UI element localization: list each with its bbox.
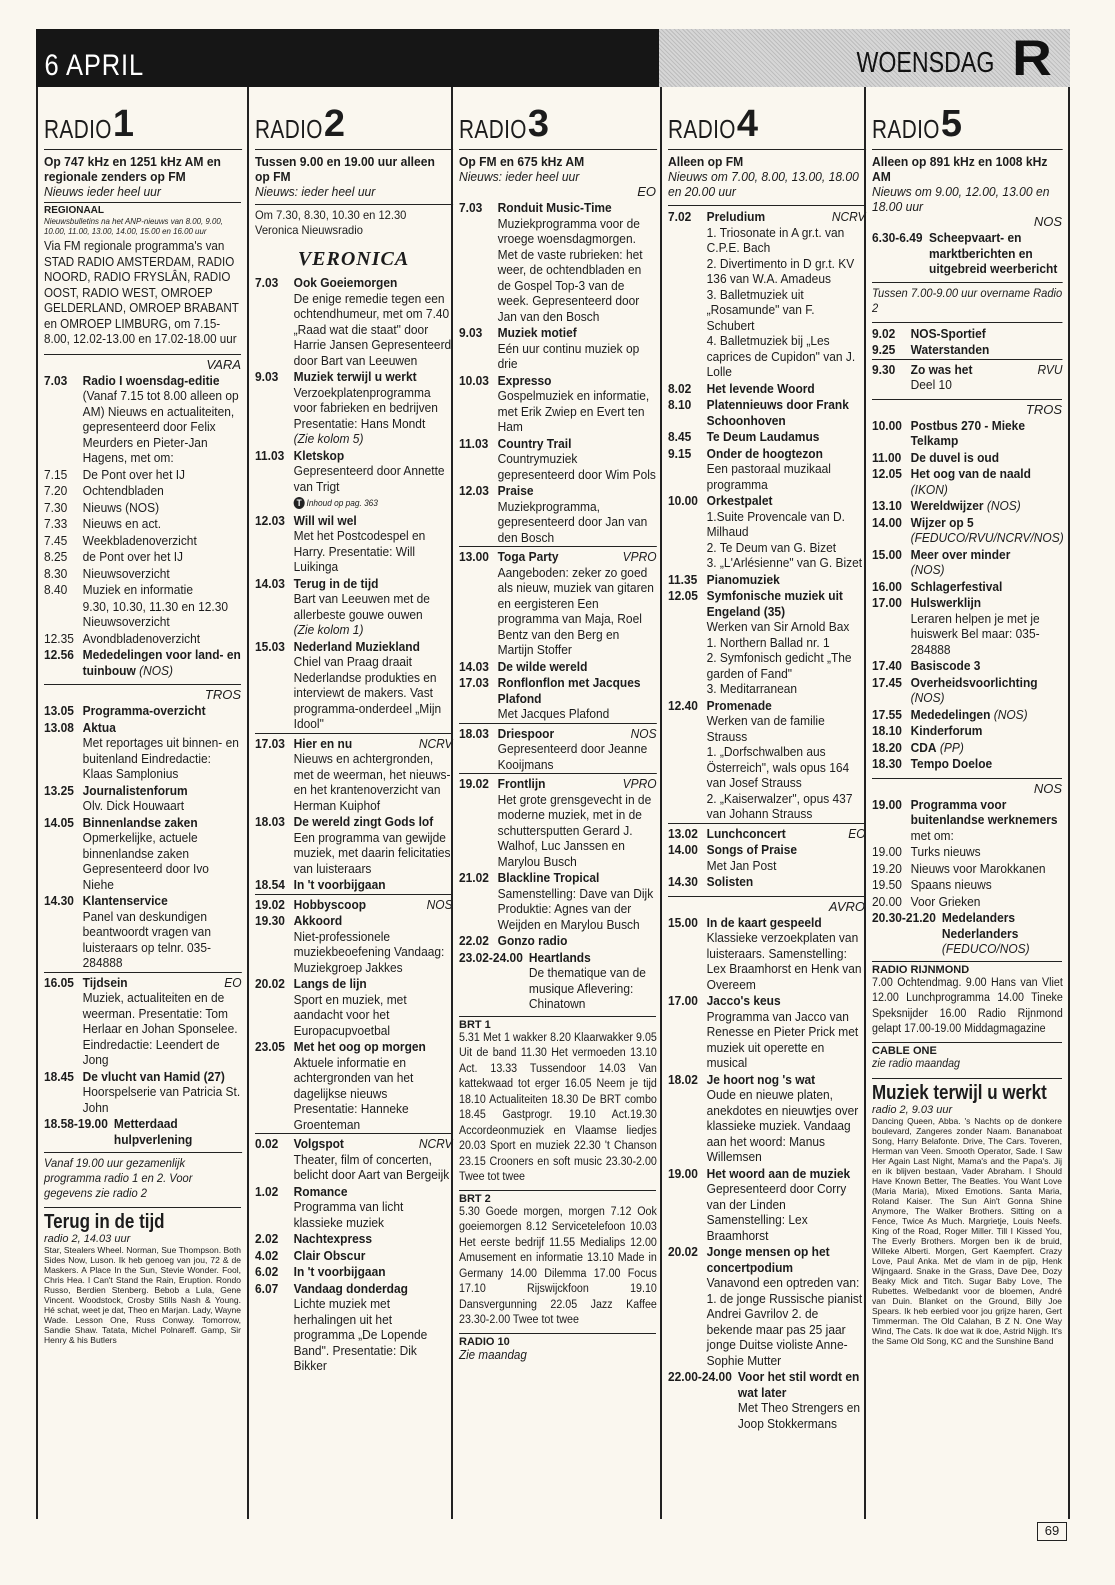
cable-one-heading: CABLE ONE [872, 1042, 1062, 1057]
radio1-frequency: Op 747 kHz en 1251 kHz AM en regionale zenders op FM [44, 149, 242, 184]
program-item: 14.03 Terug in de tijd Bart van Leeuwen met de allerbeste gouwe ouwen (Zie kolom 1) [255, 575, 430, 637]
station-label: RADIO [459, 114, 527, 144]
program-item: 9.25 Waterstanden [872, 342, 990, 357]
radio4-title [668, 87, 865, 149]
brt2-schedule: 5.30 Goede morgen, morgen 7.12 Ook goeiemorgen 8.12 Servicetelefoon 10.03 Het eerste bedrijf 11.55 Medialips 12.00 Amusement en informatie 13.10 Made in Germany 14.00 Dilemma 17.00 Focus 17.10 Rijswijckfoon 19.10 Dansvergunning 22.05 Jazz Kaffee 23.30-2.00 Twee tot twee [459, 1205, 657, 1326]
program-item: 18.30 Tempo Doeloe [872, 756, 993, 771]
radio2-column [247, 87, 458, 1519]
radio2-frequency: Tussen 9.00 en 19.00 uur alleen op FM [255, 149, 453, 184]
broadcaster-label: AVRO [668, 896, 865, 914]
station-number: 4 [736, 103, 758, 145]
program-sublist [707, 744, 866, 822]
program-item: 18.20 CDA (PP) [872, 739, 964, 755]
program-item: 12.03 Will wil wel Met het Postcodespel en Harry. Presentatie: Will Luikinga [255, 512, 426, 574]
program-item: 9.02 NOS-Sportief [872, 325, 986, 341]
radio4-frequency: Alleen op FM [668, 149, 866, 169]
program-item: 20.02 Jonge mensen op het concertpodium Vanavond een optreden van: 1. de jonge Russische pianist Andrei Gavrilov 2. de bekende maar pas 25 jaar jonge Duitse violiste Anne-Sophie Mutter [668, 1244, 863, 1368]
rijnmond-heading: RADIO RIJNMOND [872, 961, 1062, 976]
broadcaster-label: TROS [872, 399, 1062, 417]
radio3-title [459, 87, 656, 149]
program-item: 18.02 Je hoort nog 's wat Oude en nieuwe platen, anekdotes en nieuwtjes over klassieke muziek. Vandaag aan het woord: Manus Willemsen [668, 1071, 859, 1164]
list-item: 4. Balletmuziek bij „Les caprices de Cupidon" van J. Lolle [706, 333, 856, 379]
radio2-title [255, 87, 452, 149]
list-item: 3. Balletmuziek uit „Rosamunde" van F. Schubert [706, 286, 815, 333]
program-item: 7.02 Preludium NCRV 1. Triosonate in A gr.t. van C.P.E. Bach 2. Divertimento in D gr.t. KV 136 van W.A. Amadeus 3. Balletmuziek uit „Rosamunde" van F. Schubert 4. Balletmuziek bij „Les caprices de Cupidon" van J. Lolle [668, 209, 866, 379]
program-item: 20.30-21.20 Medelanders Nederlanders (FEDUCO/NOS) [872, 910, 1030, 956]
radio5-title [872, 87, 1062, 149]
sub-item: 12.35 Avondbladenoverzicht [44, 630, 201, 646]
radio4-news: Nieuws om 7.00, 8.00, 13.00, 18.00 en 20.00 uur [668, 169, 859, 199]
list-item: 2. Te Deum van G. Bizet [706, 539, 837, 555]
program-item: 15.00 In de kaart gespeeld Klassieke verzoekplaten van luisteraars. Samenstelling: Lex Braamhorst en Henk van Overeem [668, 914, 862, 992]
program-item: 1.02 Romance Programma van licht klassieke muziek [255, 1183, 404, 1230]
terug-in-de-tijd-box [44, 1207, 241, 1345]
list-item: 1. Triosonate in A gr.t. van C.P.E. Bach [706, 224, 845, 255]
program-item: 17.55 Mededelingen (NOS) [872, 706, 1028, 722]
brt1-schedule: 5.31 Met 1 wakker 8.20 Klaarwakker 9.05 Uit de band 11.30 Het vermoeden 13.10 Act. 13.33 Tussendoor 14.03 Van kattekwaad tot erger 16.05 Neem je tijd 18.10 Actualiteiten 18.30 De BRT combo 18.45 Gastprogr. 19.10 Act.19.30 Accordeonmuziek en Vlaamse liedjes 20.03 Sport en muziek 22.30 't Chanson 23.15 Crooners en soft music 23.30-2.00 Twee tot twee [459, 1031, 657, 1183]
program-item: 14.00 Songs of Praise Met Jan Post [668, 842, 798, 873]
program-item: 7.03 Ook Goeiemorgen De enige remedie tegen een ochtendhumeur, met om 7.40 „Raad wat die staat" door Harrie Jansen Gepresenteerd door Bart van Leeuwen [255, 275, 452, 368]
program-item: 16.00 Schlagerfestival [872, 578, 1003, 594]
program-sublist [707, 635, 866, 697]
program-item: 13.02 Lunchconcert EO [668, 823, 866, 842]
radio3-news: Nieuws: ieder heel uur [459, 169, 580, 184]
sub-item: 8.30 Nieuwsoverzicht [44, 565, 170, 581]
program-item: 18.45 De vlucht van Hamid (27) Hoorspelserie van Patricia St. John [44, 1068, 241, 1115]
radio10-note: Zie maandag [459, 1347, 527, 1362]
program-item: 11.03 Kletskop Gepresenteerd door Annette van Trigt T Inhoud op pag. 363 [255, 447, 445, 508]
sub-item: 7.30 Nieuws (NOS) [44, 499, 160, 515]
program-item: 12.05 Symfonische muziek uit Engeland (35) Werken van Sir Arnold Bax 1. Northern Ballad nr. 1 2. Symfonisch gedicht „The garden of Fand" 3. Meditarranean [668, 588, 866, 697]
program-item: 18.03 De wereld zingt Gods lof Een programma van gewijde muziek, met daarin felicitaties van luisteraars [255, 814, 451, 876]
program-item: 11.00 De duvel is oud [872, 449, 1000, 465]
playlist-text: Dancing Queen, Abba. 's Nachts op de donkere boulevard, Zangeres zonder Naam. Bananaboat Song, Harry Belafonte. Drive, The Cars. Toveren, Herman van Veen. Smooth Operator, Sade. I Saw Her Again Last Night, Mama's and the Papa's. Jij en ik blijven bestaan, Vader Abraham. I Should Have Known Better, The Beatles. You Want Love (Maria Maria), Mixed Emotions. Santa Maria, Roland Kaiser. The Sun Ain't Gonna Shine Anymore, The Walker Brothers. Sitting on a Fence, Twice As Much. Margrietje, Louis Neefs. King of the Road, Roger Miller. Till I Kissed You, The Everly Brothers. Morgen ben ik de bruid, Willeke Alberti. Morgen, Gert Kaempfert. Crazy Love, Paul Anka. Met de vlam in de pijp, Henk Wijngaard. Snake in the Grass, Dave Dee, Dozy Beaky Mick and Titch. Sugar Baby Love, The Rubettes. Welbedankt voor de bloemen, André van Duin. Blanket on the Ground, Billy Joe Spears. Ik heb eerbied voor jou grijze haren, Gert Timmerman. The Old Calahan, B Z N. One Way Wind, The Cats. Ik doe wat ik doe, Astrid Nijgh. It's the Same Old Song, KC and the Sunshine Band [872, 1116, 1062, 1346]
list-item: 2. Symfonisch gedicht „The garden of Fand" [706, 650, 852, 681]
sub-item: 7.33 Nieuws en act. [44, 516, 162, 531]
program-sublist [872, 844, 1063, 909]
regional-subtext: Nieuwsbulletins na het ANP-nieuws van 8.00, 9.00, 10.00, 11.00, 13.00, 14.00, 15.00 en 16.00 uur [44, 216, 223, 236]
program-item: 4.02 Clair Obscur [255, 1247, 366, 1263]
list-item: 3. „L'Arlésienne" van G. Bizet [706, 555, 863, 570]
program-item: 18.54 In 't voorbijgaan [255, 877, 386, 892]
page-number: 69 [1037, 1522, 1067, 1541]
tv-icon: T [294, 497, 305, 509]
program-item: 17.00 Jacco's keus Programma van Jacco van Renesse en Pieter Prick met muziek uit operette en musical [668, 993, 859, 1070]
muziek-terwijl-u-werkt-box [872, 1078, 1062, 1346]
program-item: 14.00 Wijzer op 5 (FEDUCO/RVU/NCRV/NOS) [872, 514, 1064, 545]
program-item: 19.30 Akkoord Niet-professionele muziekbeoefening Vandaag: Muziekgroep Jakkes [255, 913, 445, 975]
program-sublist [707, 509, 866, 571]
list-item: 1. „Dorfschwalben aus Österreich", wals opus 164 van Josef Strauss [706, 744, 850, 790]
program-item: 6.30-6.49 Scheepvaart- en marktberichten en uitgebreid weerbericht [872, 230, 1058, 276]
list-item: 3. Meditarranean [706, 681, 798, 696]
date-header [36, 29, 659, 87]
regional-text: Via FM regionale programma's van STAD RADIO AMSTERDAM, RADIO NOORD, RADIO FRYSLÂN, RADIO OOST, RADIO WEST, OMROEP GELDERLAND, OMROEP BRABANT en OMROEP LIMBURG, om 7.15-8.00, 12.02-13.00 en 17.02-18.00 uur [44, 239, 239, 346]
radio2-takeover-note: Tussen 7.00-9.00 uur overname Radio 2 [872, 282, 1063, 316]
list-item: 2. Divertimento in D gr.t. KV 136 van W.A. Amadeus [706, 255, 855, 286]
radio5-column [864, 87, 1070, 1519]
program-item: 18.03 Driespoor NOS Gepresenteerd door Jeanne Kooijmans [459, 723, 657, 773]
program-item: 12.03 Praise Muziekprogramma, gepresenteerd door Jan van den Bosch [459, 483, 648, 545]
radio2-news-extra: Om 7.30, 8.30, 10.30 en 12.30 Veronica Nieuwsradio [255, 204, 453, 238]
radio5-news: Nieuws om 9.00, 12.00, 13.00 en 18.00 uur [872, 184, 1050, 214]
program-item: 8.45 Te Deum Laudamus [668, 429, 820, 444]
rijnmond-schedule: 7.00 Ochtendmag. 9.00 Hans van Vliet 12.00 Lunchprogramma 14.00 Tineke Speksnijder 16.00 Radio Rijnmond gelapt 17.00-19.00 Middagmagazine [872, 976, 1063, 1035]
regional-heading: REGIONAAL [44, 202, 241, 216]
cable-one-note: zie radio maandag [872, 1057, 961, 1070]
station-label: RADIO [668, 114, 736, 144]
sub-item: 7.15 De Pont over het IJ [44, 466, 186, 482]
sub-item: 19.00 Turks nieuws [872, 844, 981, 859]
sub-item: 7.45 Weekbladenoverzicht [44, 532, 197, 548]
program-item: 11.03 Country Trail Countrymuziek gepresenteerd door Wim Pols [459, 435, 656, 482]
program-item: 16.05 Tijdsein EO Muziek, actualiteiten en de weerman. Presentatie: Tom Herlaar en Johan Sponselee. Eindredactie: Leendert de Jong [44, 972, 242, 1068]
program-item: 8.10 Platennieuws door Frank Schoonhoven [668, 397, 849, 428]
brt1-heading: BRT 1 [459, 1016, 656, 1031]
station-label: RADIO [872, 114, 940, 144]
program-item: 17.00 Hulswerklijn Leraren helpen je met je huiswerk Bel maar: 035-284888 [872, 595, 1040, 657]
broadcaster-label: NOS [872, 778, 1062, 796]
program-sublist [707, 225, 866, 380]
program-item: 7.03 Ronduit Music-Time Muziekprogramma voor de vroege woensdagmorgen. Met de vaste rubrieken: het weer, de ochtendbladen en de Gospel Top-3 van de week. Gepresenteerd door Jan van den Bosch [459, 200, 643, 324]
program-item: 12.40 Promenade Werken van de familie Strauss 1. „Dorfschwalben aus Österreich", wals opus 164 van Josef Strauss 2. „Kaiserwalzer", opus 437 van Johann Strauss [668, 698, 866, 822]
sub-item: 20.00 Voor Grieken [872, 893, 981, 909]
radio3-frequency: Op FM en 675 kHz AM [459, 149, 657, 169]
program-item: 2.02 Nachtexpress [255, 1231, 373, 1246]
program-item: 12.56 Mededelingen voor land- en tuinbouw (NOS) [44, 647, 241, 678]
list-item: 1. Northern Ballad nr. 1 [706, 634, 830, 650]
brt2-heading: BRT 2 [459, 1190, 656, 1205]
program-item: 15.03 Nederland Muziekland Chiel van Praag draait Nederlandse produkties en interviewt de makers. Vast programma-onderdeel „Mijn Idool" [255, 638, 442, 731]
list-item: 1.Suite Provencale van D. Milhaud [706, 508, 845, 539]
radio1-title [44, 87, 241, 149]
program-item: 18.10 Kinderforum [872, 723, 983, 738]
program-item: 17.45 Overheidsvoorlichting (NOS) [872, 674, 1038, 705]
program-item: 10.00 Postbus 270 - Mieke Telkamp [872, 417, 1025, 448]
program-item: 13.08 Aktua Met reportages uit binnen- en buitenland Eindredactie: Klaas Samplonius [44, 719, 239, 781]
box-title: Terug in de tijd [44, 1211, 165, 1233]
radio10-heading: RADIO 10 [459, 1333, 656, 1348]
program-item: 19.02 Hobbyscoop NOS [255, 894, 453, 913]
program-item: 22.02 Gonzo radio [459, 933, 568, 948]
program-item: 9.15 Onder de hoogtezon Een pastoraal muzikaal programma [668, 445, 831, 492]
station-label: RADIO [44, 114, 112, 144]
box-title: Muziek terwijl u werkt [872, 1082, 1047, 1104]
program-item: 14.30 Klantenservice Panel van deskundigen beantwoordt vragen van luisteraars op telnr. 035-284888 [44, 893, 211, 970]
program-item: 11.35 Pianomuziek [668, 571, 780, 587]
program-item: 14.30 Solisten [668, 874, 754, 889]
radio2-news: Nieuws: ieder heel uur [255, 184, 376, 199]
day-text: WOENSDAG [856, 47, 994, 79]
program-item: 15.00 Meer over minder (NOS) [872, 546, 1011, 577]
radio3-column [451, 87, 662, 1519]
sub-item: 7.20 Ochtendbladen [44, 483, 164, 498]
program-item: 12.05 Het oog van de naald (IKON) [872, 466, 1031, 497]
program-item: 8.02 Het levende Woord [668, 380, 815, 396]
radio5-frequency: Alleen op 891 kHz en 1008 kHz AM [872, 149, 1063, 184]
program-item: 21.02 Blackline Tropical Samenstelling: Dave van Dijk Produktie: Agnes van der Weijden en Marylou Busch [459, 870, 654, 932]
broadcaster-label: VARA [44, 354, 241, 372]
program-item: 17.03 Hier en nu NCRV Nieuws en achtergronden, met de weerman, het nieuws- en het krantenoverzicht van Herman Kuiphof [255, 733, 453, 814]
sub-item: 19.20 Nieuws voor Marokkanen [872, 860, 1046, 876]
program-item: 19.02 Frontlijn VPRO Het grote grensgevecht in de moderne muziek, met in de schuttersputten Gerard J. Walhof, Luc Janssen en Marylou Busch [459, 773, 657, 869]
program-item: 19.00 Programma voor buitenlandse werknemers met om: [872, 796, 1058, 843]
program-item: 9.03 Muziek motief Eén uur continu muziek op drie [459, 325, 640, 371]
sub-item: 19.50 Spaans nieuws [872, 877, 992, 892]
program-item: 7.03 Radio I woensdag-editie (Vanaf 7.15 tot 8.00 alleen op AM) Nieuws en actualiteiten, gepresenteerd door Felix Meurders en Pieter-Jan Hagens, met om: [44, 372, 239, 465]
program-item: 22.00-24.00 Voor het stil wordt en wat later Met Theo Strengers en Joop Stokkermans [668, 1369, 861, 1431]
program-item: 9.30 Zo was het RVU Deel 10 [872, 359, 1063, 393]
program-item: 13.10 Wereldwijzer (NOS) [872, 498, 1021, 513]
sub-item: 9.30, 10.30, 11.30 en 12.30 Nieuwsoverzicht [82, 598, 229, 629]
program-item: 0.02 Volgspot NCRV Theater, film of concerten, belicht door Aart van Bergeijk [255, 1133, 453, 1183]
program-item: 17.40 Basiscode 3 [872, 658, 981, 673]
program-item: 23.05 Met het oog op morgen Aktuele informatie en achtergronden van het dagelijkse nieuws Presentatie: Hanneke Groenteman [255, 1039, 426, 1132]
program-item: 10.03 Expresso Gospelmuziek en informatie, met Erik Zwiep en Evert ten Ham [459, 372, 650, 434]
box-subtitle: radio 2, 9.03 uur [872, 1104, 953, 1116]
program-item: 6.02 In 't voorbijgaan [255, 1264, 386, 1279]
program-sublist [44, 467, 242, 647]
day-header [659, 29, 1070, 87]
date-text: 6 APRIL [44, 49, 145, 82]
playlist-text: Star, Stealers Wheel. Norman, Sue Thompson. Both Sides Now, Luson. Ik heb genoeg van jou, 72 & de Maskers. A Place In the Sun, Stevie Wonder. Fool, Chris Hea. I Can't Stand the Rain, Eruption. Rondo Russo, Berdien Stenberg. Bebob a Lula, Gene Vincent. Woodstock, Crosby Stills Nash & Young. Hé schat, weet je dat, Theo en Marjan. Lady, Wayne Wade. Lesson One, Russ Conway. Tomorrow, Sandie Shaw. Tatata, Michel Polnareff. Gamp, Sir Henry & his Butlers [44, 1245, 241, 1345]
radio-section-letter: R [1012, 30, 1052, 86]
station-number: 1 [112, 103, 134, 145]
program-item: 13.05 Programma-overzicht [44, 703, 206, 718]
program-item: 20.02 Langs de lijn Sport en muziek, met aandacht voor het Europacupvoetbal [255, 976, 407, 1038]
program-item: 18.58-19.00 Metterdaad hulpverlening [44, 1116, 193, 1147]
radio4-column [660, 87, 871, 1519]
sub-item: 8.40 Muziek en informatie [44, 582, 193, 597]
program-item: 17.03 Ronflonflon met Jacques Plafond Met Jacques Plafond [459, 675, 641, 721]
box-subtitle: radio 2, 14.03 uur [44, 1233, 131, 1245]
program-item: 23.02-24.00 Heartlands De thematique van de musique Aflevering: Chinatown [459, 949, 646, 1011]
radio1-column [36, 87, 247, 1519]
radio1-news: Nieuws ieder heel uur [44, 184, 161, 199]
veronica-logo: VERONICA [297, 248, 410, 270]
broadcaster-label: NOS [1033, 214, 1062, 229]
station-number: 3 [527, 103, 549, 145]
program-item: 10.00 Orkestpalet 1.Suite Provencale van D. Milhaud 2. Te Deum van G. Bizet 3. „L'Arlésienne" van G. Bizet [668, 493, 866, 571]
program-item: 14.05 Binnenlandse zaken Opmerkelijke, actuele binnenlandse zaken Gepresenteerd door Ivo Niehe [44, 814, 209, 892]
program-item: 13.25 Journalistenforum Olv. Dick Houwaart [44, 782, 188, 813]
list-item: 2. „Kaiserwalzer", opus 437 van Johann Strauss [706, 790, 853, 821]
combined-program-note: Vanaf 19.00 uur gezamenlijk programma radio 1 en 2. Voor gegevens zie radio 2 [44, 1152, 242, 1201]
sub-item: 8.25 de Pont over het IJ [44, 549, 184, 564]
station-label: RADIO [255, 114, 323, 144]
broadcaster-label: TROS [44, 684, 241, 702]
program-item: 13.00 Toga Party VPRO Aangeboden: zeker zo goed als nieuw, muziek van gitaren en eergisteren Een programma van Maja, Roel Bentz van den Berg en Martijn Stoffer [459, 546, 657, 658]
station-number: 2 [323, 103, 345, 145]
program-item: 19.00 Het woord aan de muziek Gepresenteerd door Corry van der Linden Samenstelling: Lex Braamhorst [668, 1165, 851, 1243]
broadcaster-label: EO [637, 184, 656, 199]
program-item: 14.03 De wilde wereld [459, 658, 588, 674]
program-item: 9.03 Muziek terwijl u werkt Verzoekplatenprogramma voor fabrieken en bedrijven Presentatie: Hans Mondt (Zie kolom 5) [255, 369, 438, 446]
station-number: 5 [940, 103, 962, 145]
program-item: 6.07 Vandaag donderdag Lichte muziek met herhalingen uit het programma „De Lopende Band". Presentatie: Dik Bikker [255, 1280, 428, 1373]
